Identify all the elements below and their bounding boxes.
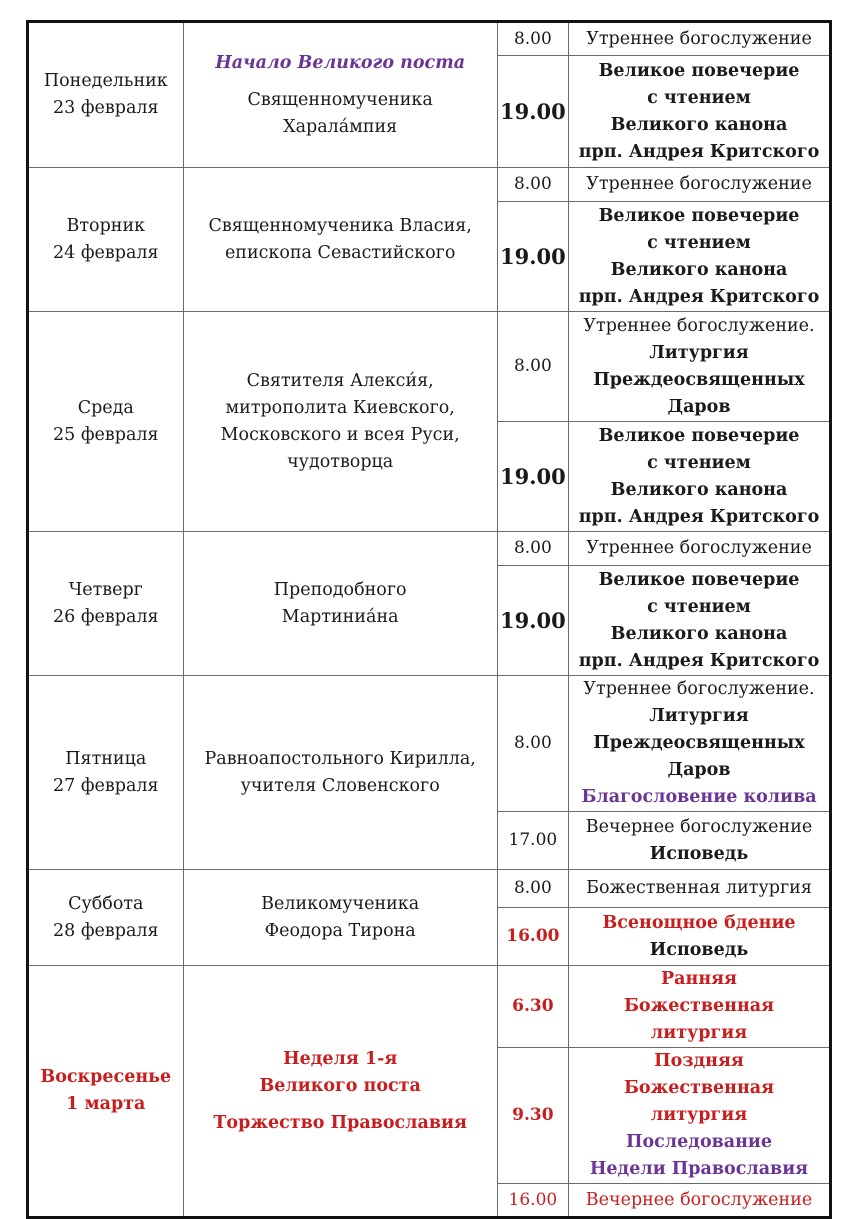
day-name: Воскресенье [40,1067,172,1087]
service-line: Великого канона [610,479,788,500]
service-cell [569,532,831,566]
service-line: Великое повечерие [598,569,800,590]
service-line: Божественная литургия [623,1078,775,1125]
service-line: с чтением [647,596,751,617]
service-cell [569,566,831,676]
saint-cell [183,22,497,168]
service-line: Божественная литургия [586,878,812,898]
saint-line: Великого поста [259,1075,421,1096]
saint-line: Московского и всея Руси, [220,424,460,445]
service-line: с чтением [647,452,751,473]
service-line: Утреннее богослужение [586,28,812,49]
day-cell [28,870,184,966]
service-line: Великое повечерие [598,60,800,81]
service-line: Благословение колива [581,787,817,807]
service-time: 16.00 [497,1184,568,1218]
day-date: 1 марта [66,1094,146,1114]
service-time: 6.30 [497,966,568,1048]
service-cell [569,312,831,422]
service-time: 19.00 [497,422,568,532]
service-line: Великое повечерие [598,425,800,446]
saint-cell [183,532,497,676]
day-cell [28,966,184,1218]
day-date: 26 февраля [53,606,159,627]
service-cell [569,168,831,202]
service-line: Ранняя [661,969,737,989]
service-time: 19.00 [497,566,568,676]
day-name: Вторник [66,215,146,236]
service-cell [569,676,831,812]
table-row [28,22,831,56]
service-time: 8.00 [497,676,568,812]
saint-cell [183,966,497,1218]
service-cell [569,1184,831,1218]
service-line: Утреннее богослужение [586,174,812,194]
day-name: Понедельник [43,71,168,91]
service-line: прп. Андрея Критского [578,286,820,307]
saint-line: Неделя 1-я [283,1048,398,1069]
service-line: Великого канона [610,259,788,280]
service-line: Поздняя [654,1051,744,1071]
schedule-table [26,20,832,1219]
service-line: Божественная литургия [623,996,775,1043]
day-name: Среда [77,397,134,418]
service-line: Великое повечерие [598,205,800,226]
service-time: 9.30 [497,1048,568,1184]
service-line: Утреннее богослужение [586,538,812,558]
saint-line: Священномученика Власия, [208,215,472,236]
day-cell [28,676,184,870]
service-line: с чтением [647,87,751,108]
service-line: прп. Андрея Критского [578,506,820,527]
saint-line: Феодора Тирона [264,920,416,941]
service-cell [569,56,831,168]
saint-line: Великомученика [261,893,420,914]
service-time: 17.00 [497,812,568,870]
table-row [28,966,831,1048]
day-name: Пятница [65,748,147,769]
service-line: Исповедь [649,843,749,864]
day-name: Суббота [68,893,144,914]
saint-line: Преподобного [273,579,407,600]
table-row [28,168,831,202]
service-cell [569,812,831,870]
service-line: Преждеосвященных [593,369,805,390]
saint-cell [183,312,497,532]
service-time: 8.00 [497,168,568,202]
saint-line: митрополита Киевского, [225,397,455,418]
service-cell [569,908,831,966]
service-line: Даров [667,760,731,780]
day-cell [28,312,184,532]
saint-cell [183,676,497,870]
table-row [28,870,831,908]
saint-line: Мартиниа́на [281,606,399,627]
service-line: Вечернее богослужение [585,1189,813,1210]
service-line: Всенощное бдение [602,912,796,933]
service-time: 16.00 [497,908,568,966]
service-line: Вечернее богослужение [585,816,813,837]
service-time: 8.00 [497,312,568,422]
service-cell [569,870,831,908]
service-line: Великого канона [610,623,788,644]
service-time: 19.00 [497,202,568,312]
service-time: 8.00 [497,532,568,566]
service-time: 8.00 [497,870,568,908]
service-cell [569,422,831,532]
service-line: прп. Андрея Критского [578,650,820,671]
day-cell [28,168,184,312]
saint-line: Торжество Православия [213,1112,467,1133]
service-cell [569,202,831,312]
service-line: Недели Православия [589,1159,809,1179]
service-line: Исповедь [649,939,749,960]
service-cell [569,22,831,56]
service-line: Последование [625,1132,773,1152]
saint-heading: Начало Великого поста [215,52,466,73]
table-row [28,532,831,566]
saint-line: чудотворца [287,451,394,472]
service-cell [569,1048,831,1184]
saint-cell [183,168,497,312]
saint-line: Святителя Алекси́я, [246,370,434,391]
day-date: 24 февраля [53,242,159,263]
service-line: Утреннее богослужение. [583,679,815,699]
service-line: Литургия [649,342,749,363]
service-line: Даров [667,396,731,417]
saint-line: Равноапостольного Кирилла, [204,748,476,769]
day-name: Четверг [68,579,143,600]
saint-line: Харала́мпия [283,116,398,137]
table-row [28,676,831,812]
service-cell [569,966,831,1048]
service-line: прп. Андрея Критского [578,141,820,162]
service-line: Великого канона [610,114,788,135]
saint-line: епископа Севастийского [224,242,456,263]
day-cell [28,532,184,676]
saint-cell [183,870,497,966]
day-date: 28 февраля [53,920,159,941]
service-time: 19.00 [497,56,568,168]
day-date: 25 февраля [53,424,159,445]
day-date: 23 февраля [53,98,159,118]
service-line: Литургия [649,706,749,726]
service-time: 8.00 [497,22,568,56]
saint-line: Священномученика [247,89,433,110]
service-line: Утреннее богослужение. [583,315,815,336]
saint-line: учителя Словенского [240,775,440,796]
day-cell [28,22,184,168]
service-line: Преждеосвященных [593,733,805,753]
service-line: с чтением [647,232,751,253]
day-date: 27 февраля [53,775,159,796]
table-row [28,312,831,422]
